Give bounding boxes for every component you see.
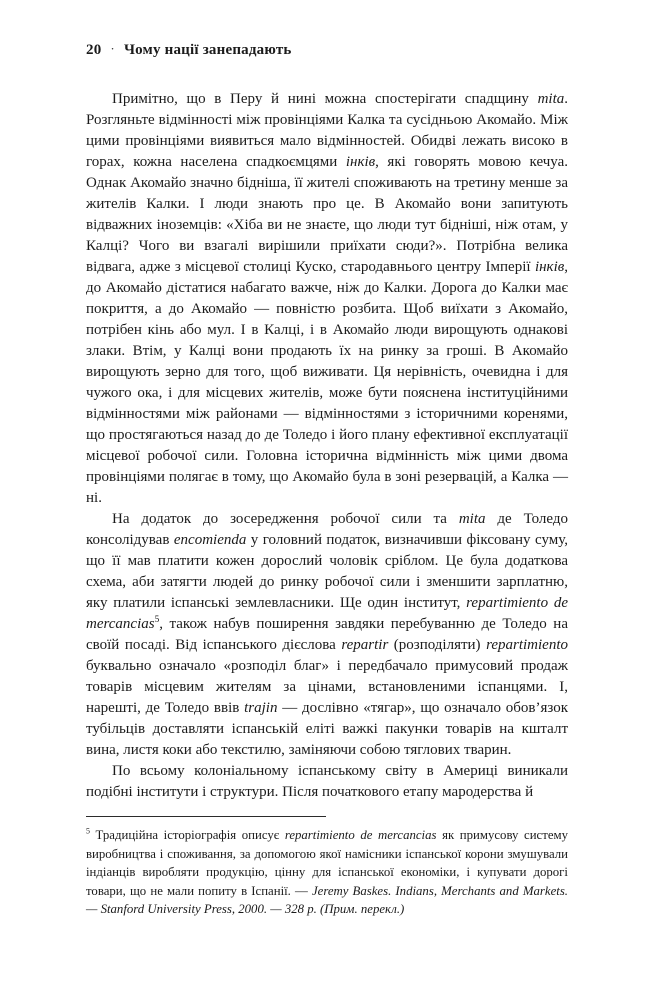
page-body-text <box>86 89 568 803</box>
text-segment: — дослівно «тягар», що означало обов’язок тубільців доставляти іспанській еліті важкі пакунки товарів на кшталт вина, листя коки або текстилю, заміняючи собою тяглових тварин. <box>86 700 568 758</box>
text-segment: repartimiento de mercancias <box>86 595 569 632</box>
text-segment: repartimiento <box>486 637 568 653</box>
text-segment: інків <box>345 154 376 170</box>
text-segment: (розподіляти) <box>388 637 487 653</box>
text-segment: у головний податок, визначивши фіксовану суму, що її мав платити кожен дорослий чоловік сріблом. Це була додаткова схема, аби затягти людей до ринку робочої сили і зменшити зарплатню, яку платили іспанські землевласники. Ще один інститут, <box>86 532 568 611</box>
text-segment: де Толедо консолідував <box>86 511 568 548</box>
text-segment: trajin <box>244 700 278 716</box>
text-segment: encomienda <box>173 532 247 548</box>
page-number: 20 <box>86 42 102 58</box>
paragraph <box>86 509 568 761</box>
header-separator-dot: · <box>110 41 115 56</box>
running-title: Чому нації занепадають <box>123 42 292 58</box>
text-segment: як примусову систему виробництва і споживання, за допомогою якої намісники іспанської корони змушували індіанців виробляти продукцію, цінну для іспанської економіки, і купувати дорогі товари, що не мали попиту в Іспанії. — <box>86 828 569 898</box>
paragraph <box>86 761 568 803</box>
footnote-marker: 5 <box>86 826 90 836</box>
text-segment: буквально означало «розподіл благ» і передбачало примусовий продаж товарів місцевим жителям за цінами, встановленими іспанцями. І, нарешті, де Толедо ввів <box>86 658 568 716</box>
text-segment: , які говорять мовою кечуа. Однак Акомайо значно бідніша, її жителі споживають на третину менше за жителів Калки. І люди знають про це. В Акомайо вони запитують відважних іноземців: «Хіба ви не знаєте, що люди тут бідніші, ніж отам, у Калці? Чого ви взагалі вирішили приїхати сюди?». Потрібна велика відвага, адже з місцевої столиці Куско, стародавнього центру Імперії <box>86 154 568 275</box>
footnote-reference: 5 <box>154 615 160 625</box>
text-segment: repartimiento de mercancias <box>284 828 437 842</box>
text-segment: . Розгляньте відмінності між провінціями Калка та сусідньою Акомайо. Між цими провінціями виявиться мало відмінностей. Обидві лежать високо в горах, кожна населена спадкоємцями <box>86 91 568 170</box>
text-segment: , до Акомайо дістатися набагато важче, ніж до Калки. Дорога до Калки має покриття, а до Акомайо — повністю розбита. Щоб виїхати з Акомайо, потрібен кінь або мул. І в Калці, і в Акомайо люди вирощують однакові злаки. Втім, у Калці вони продають їх на ринку за гроші. В Акомайо вирощують зерно для того, щоб виживати. Ця нерівність, очевидна і для чужого ока, і для місцевих жителів, може бути пояснена інституційними відмінностями між районами — відмінностями з історичними коренями, що простягаються назад до де Толедо і його плану ефективної експлуатації місцевої робочої сили. Головна історична відмінність між цими двома провінціями полягає в тому, що Акомайо була в зоні резервацій, а Калка — ні. <box>86 259 568 506</box>
text-segment: mita <box>537 91 565 107</box>
page-header <box>86 42 568 59</box>
text-segment: На додаток до зосередження робочої сили та <box>112 511 459 527</box>
text-segment: mita <box>458 511 486 527</box>
text-segment: repartir <box>341 637 389 653</box>
text-segment: інків <box>534 259 565 275</box>
text-segment: Примітно, що в Перу й нині можна спостерігати спадщину <box>112 91 538 107</box>
paragraph <box>86 89 568 509</box>
footnote-divider <box>86 816 326 817</box>
text-segment: По всьому колоніальному іспанському світу в Америці виникали подібні інститути і структури. Після початкового етапу мародерства й <box>86 763 568 800</box>
text-segment: Традиційна історіографія описує <box>89 828 285 842</box>
footnote <box>86 826 568 919</box>
text-segment: , також набув поширення завдяки перебуванню де Толедо на своїй посаді. Від іспанського дієслова <box>86 616 568 653</box>
text-segment: Jeremy Baskes. Indians, Merchants and Markets. — Stanford University Press, 2000. — 328 p. (Прим. перекл.) <box>86 883 568 916</box>
